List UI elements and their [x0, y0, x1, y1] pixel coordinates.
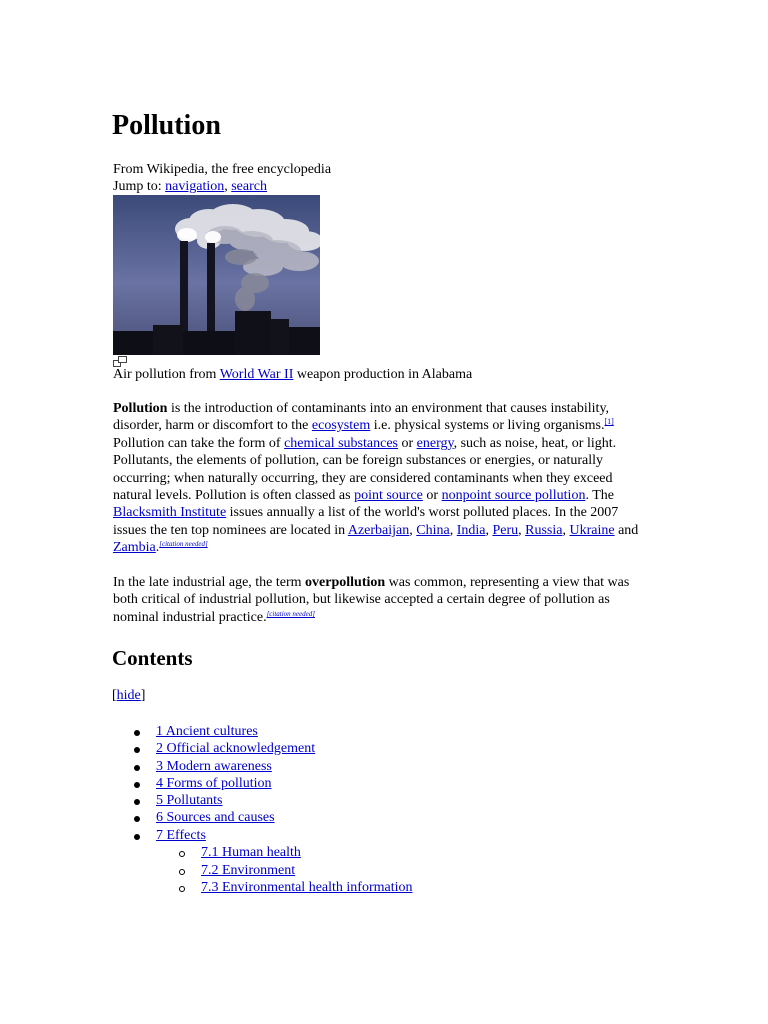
toc-item-pollutants[interactable]: 5 Pollutants — [156, 793, 223, 808]
link-point-source[interactable]: point source — [354, 488, 423, 504]
text-run: issues annually a list of the world's worst polluted places. In the 2007 issues the ten top nominees are located in — [113, 505, 619, 538]
jump-to-label: Jump to: — [113, 179, 166, 194]
toc-item-effects[interactable]: 7 Effects — [156, 828, 206, 843]
jump-to — [113, 178, 267, 195]
text-run: In the late industrial age, the term — [113, 575, 306, 590]
text-run: , — [562, 522, 570, 538]
bracket-open: [ — [112, 688, 117, 703]
text-run: was common, representing a view that was both critical of industrial pollution, but likewise accepted a certain degree of pollution as nominal industrial practice. — [113, 575, 630, 625]
circle-bullet-icon — [179, 869, 185, 875]
toc-item-official-acknowledgement[interactable]: 2 Official acknowledgement — [156, 741, 316, 756]
reference-1[interactable]: [1] — [604, 417, 614, 427]
bullet-icon — [134, 816, 140, 822]
toc-item-modern-awareness[interactable]: 3 Modern awareness — [156, 759, 272, 774]
text-run: i.e. physical systems or living organisms. — [370, 418, 605, 434]
toc-subitem-environmental-health-information[interactable]: 7.3 Environmental health information — [201, 880, 413, 895]
bold-term-overpollution: overpollution — [305, 575, 386, 590]
text-run: . — [155, 540, 160, 556]
text-run: or — [397, 435, 417, 451]
jump-search-link[interactable]: search — [231, 179, 267, 194]
bullet-icon — [134, 765, 140, 771]
link-india[interactable]: India — [456, 522, 486, 538]
text-run: , such as noise, heat, or light. Pollutants, the elements of pollution, can be foreign substances or energies, or naturally occurring; when naturally occurring, they are considered contaminants when they exceed natural levels. Pollution is often classed as — [113, 435, 617, 504]
toc-subitem-environment[interactable]: 7.2 Environment — [201, 863, 296, 878]
figure-caption — [113, 366, 472, 383]
bracket-close: ] — [140, 688, 146, 703]
page-title: Pollution — [112, 110, 221, 141]
jump-navigation-link[interactable]: navigation — [165, 179, 225, 194]
bullet-icon — [134, 782, 140, 788]
site-tagline: From Wikipedia, the free encyclopedia — [113, 162, 332, 177]
caption-link-ww2[interactable]: World War II — [219, 367, 294, 382]
figure-image[interactable] — [113, 195, 320, 355]
link-blacksmith-institute[interactable]: Blacksmith Institute — [113, 505, 227, 521]
jump-separator: , — [224, 179, 232, 194]
bullet-icon — [134, 747, 140, 753]
citation-needed-2[interactable]: [citation needed] — [266, 609, 315, 618]
link-chemical-substances[interactable]: chemical substances — [284, 435, 398, 451]
bold-term-pollution: Pollution — [113, 401, 168, 416]
link-azerbaijan[interactable]: Azerbaijan — [347, 522, 410, 538]
toc-subitem-human-health[interactable]: 7.1 Human health — [201, 845, 301, 860]
toc-hide-link[interactable]: hide — [116, 688, 141, 703]
toc-toggle — [112, 687, 145, 704]
contents-heading: Contents — [112, 646, 193, 670]
citation-needed-1[interactable]: [citation needed] — [159, 540, 208, 549]
bullet-icon — [134, 834, 140, 840]
intro-paragraph-2 — [113, 574, 653, 626]
toc-item-ancient-cultures[interactable]: 1 Ancient cultures — [156, 724, 258, 739]
link-energy[interactable]: energy — [416, 435, 454, 451]
intro-paragraph-1 — [113, 400, 653, 557]
link-peru[interactable]: Peru — [492, 522, 519, 538]
text-run: or — [422, 488, 442, 504]
text-run: , — [518, 522, 526, 538]
text-run: , — [449, 522, 457, 538]
link-zambia[interactable]: Zambia — [113, 540, 156, 556]
link-china[interactable]: China — [416, 522, 450, 538]
link-ukraine[interactable]: Ukraine — [569, 522, 615, 538]
text-run: . The — [585, 488, 614, 504]
caption-prefix: Air pollution from — [113, 367, 220, 382]
text-run: , — [485, 522, 493, 538]
text-run: and — [614, 522, 639, 538]
link-russia[interactable]: Russia — [525, 522, 563, 538]
bullet-icon — [134, 730, 140, 736]
circle-bullet-icon — [179, 886, 185, 892]
toc-item-forms-of-pollution[interactable]: 4 Forms of pollution — [156, 776, 272, 791]
bullet-icon — [134, 799, 140, 805]
caption-suffix: weapon production in Alabama — [293, 367, 473, 382]
magnify-clip-icon[interactable] — [113, 354, 127, 365]
circle-bullet-icon — [179, 851, 185, 857]
smokestack-photo — [113, 195, 320, 355]
toc-item-sources-and-causes[interactable]: 6 Sources and causes — [156, 810, 275, 825]
text-run: , — [409, 522, 417, 538]
link-nonpoint-source-pollution[interactable]: nonpoint source pollution — [441, 488, 586, 504]
text-run: Pollution can take the form of — [113, 435, 285, 451]
link-ecosystem[interactable]: ecosystem — [311, 418, 371, 434]
text-run: is the introduction of contaminants into an environment that causes instability, disorder, harm or discomfort to the — [113, 401, 610, 434]
